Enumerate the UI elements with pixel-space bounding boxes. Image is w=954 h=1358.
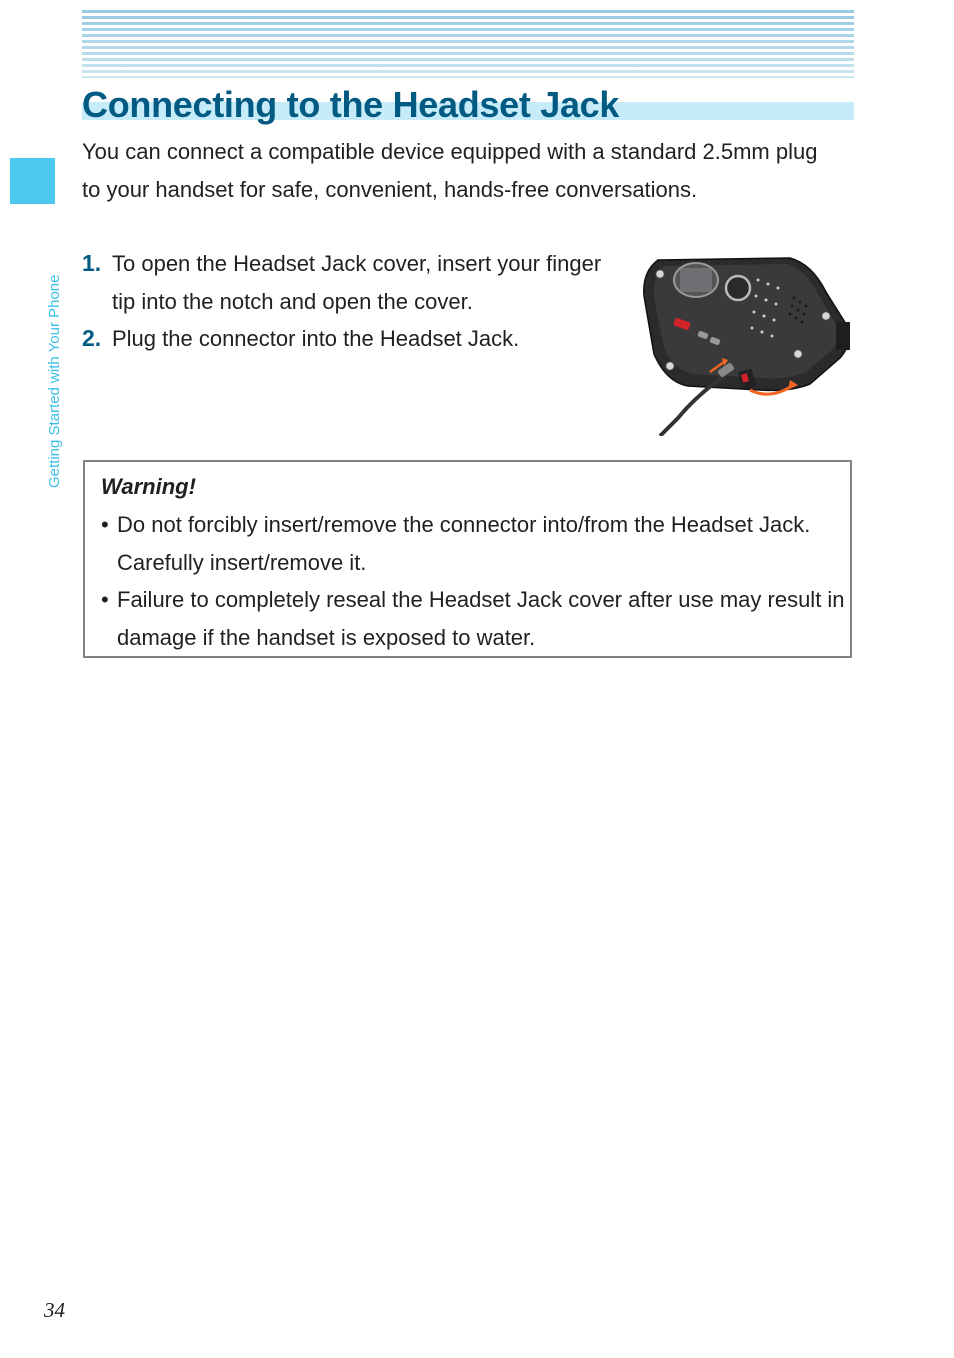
intro-paragraph: You can connect a compatible device equipped with a standard 2.5mm plug to your handset for safe, convenient, hands-free conversations. (82, 139, 818, 202)
warning-title: Warning! (101, 474, 196, 499)
step-text: Plug the connector into the Headset Jack. (112, 326, 520, 351)
step-item (82, 245, 622, 320)
step-item (82, 320, 622, 358)
warning-item: • Do not forcibly insert/remove the connector into/from the Headset Jack. Carefully insert/remove it. (101, 506, 846, 581)
steps-list (82, 245, 622, 358)
warning-item: • Failure to completely reseal the Headset Jack cover after use may result in damage if the handset is exposed to water. (101, 581, 846, 656)
page-number: 34 (44, 1298, 65, 1322)
section-tab-marker (10, 158, 55, 204)
phone-headset-illustration (640, 250, 856, 436)
step-number: 2. (82, 325, 102, 351)
warning-box (83, 460, 852, 658)
step-number: 1. (82, 250, 102, 276)
page-title: Connecting to the Headset Jack (82, 84, 620, 125)
header-decorative-bars (82, 10, 854, 78)
step-text: To open the Headset Jack cover, insert your finger tip into the notch and open the cover. (112, 251, 602, 314)
section-side-label: Getting Started with Your Phone (46, 274, 63, 488)
warning-list (101, 506, 846, 656)
